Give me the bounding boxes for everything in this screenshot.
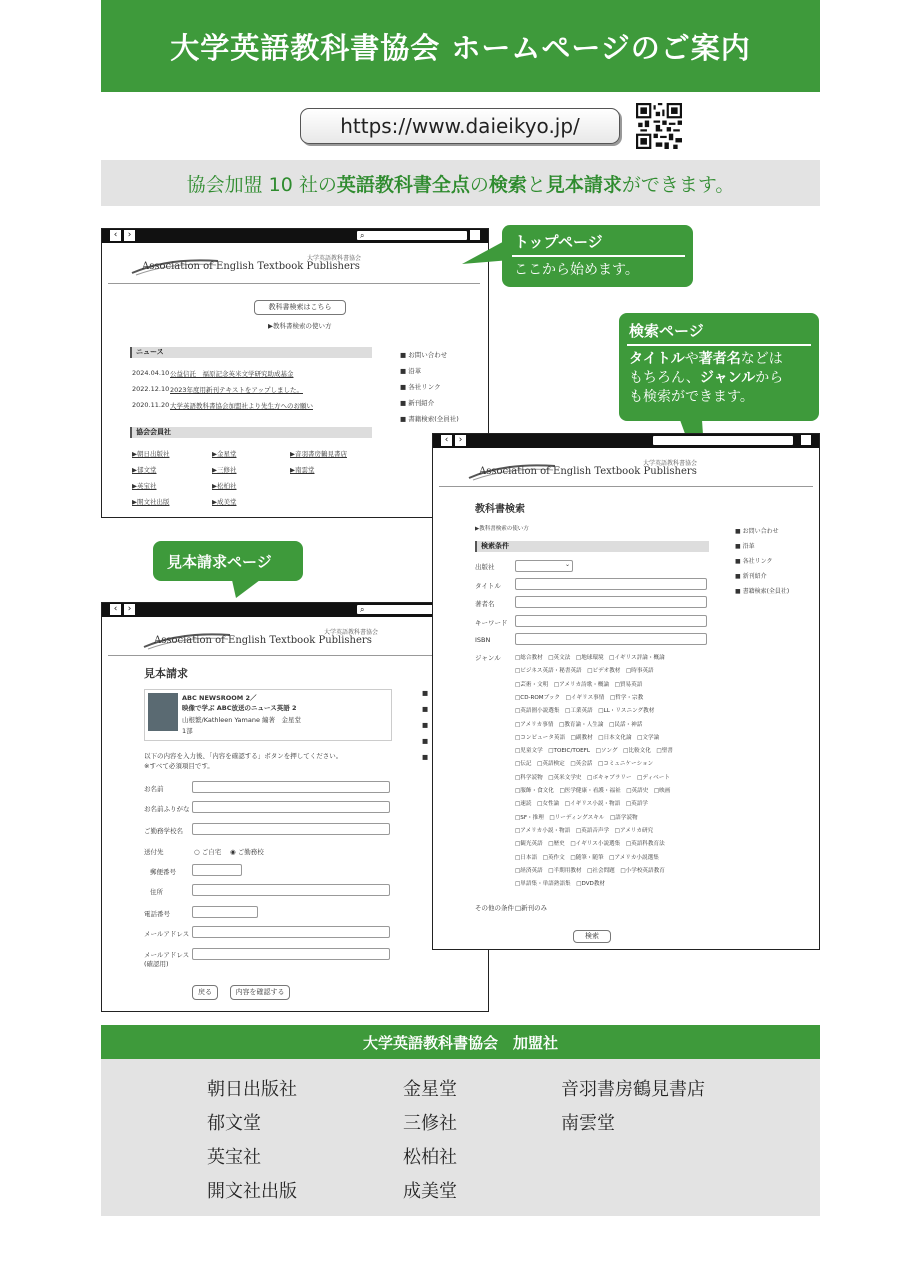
member-name: 音羽書房鶴見書店	[561, 1079, 705, 1100]
logo-subtitle: 大学英語教科書協会	[307, 255, 362, 262]
radio-home[interactable]: ○ ご自宅	[194, 848, 222, 856]
name-kana-field[interactable]	[192, 801, 390, 813]
form-label: 出版社	[475, 563, 495, 571]
genre-checkbox-row[interactable]: □芸術・文明 □アメリカ詩歌・概論 □貿易英語	[515, 681, 643, 688]
qr-code-icon	[636, 103, 682, 149]
school-field[interactable]	[192, 823, 390, 835]
keyword-field[interactable]	[515, 615, 707, 627]
howto-link[interactable]: ▶教科書検索の使い方	[475, 526, 529, 532]
name-field[interactable]	[192, 781, 390, 793]
callout-text: ここから始めます。	[514, 262, 639, 278]
isbn-field[interactable]	[515, 633, 707, 645]
search-button[interactable]: 検索	[573, 930, 611, 943]
news-heading: ニュース	[130, 347, 372, 358]
news-date: 2022.12.10	[132, 385, 170, 393]
banner-text: の	[469, 173, 489, 196]
genre-checkbox-row[interactable]: □経済英語 □半期用教材 □社会問題 □小学校英語教育	[515, 867, 665, 874]
member-name: 朝日出版社	[207, 1079, 297, 1100]
title-field[interactable]	[515, 578, 707, 590]
callout-divider	[512, 255, 685, 257]
new-only-checkbox[interactable]: □新刊のみ	[515, 904, 548, 912]
sidebar-item[interactable]: ■ 書籍検索(全員社)	[400, 415, 459, 423]
sidebar-item[interactable]: ■ 沿革	[400, 367, 422, 375]
form-label: 郵便番号	[150, 868, 176, 876]
member-link[interactable]: ▶音羽書房鶴見書店	[290, 450, 347, 458]
confirm-button[interactable]: 内容を確認する	[230, 985, 290, 1000]
sidebar-item[interactable]: ■ 新刊紹介	[400, 399, 435, 407]
chevron-right-icon[interactable]: ›	[455, 435, 466, 446]
genre-checkbox-row[interactable]: □日本語 □英作文 □随筆・随筆 □アメリカ小説選集	[515, 854, 659, 861]
callout-text	[629, 369, 783, 388]
genre-checkbox-row[interactable]: □児童文学 □TOEIC/TOEFL □ソング □比較文化 □聖書	[515, 748, 673, 755]
callout-emphasis: 著者名	[698, 351, 741, 367]
form-instruction: 以下の内容を入力後、「内容を確認する」ボタンを押してください。	[144, 752, 343, 760]
banner-text: と	[526, 173, 546, 196]
member-name: 南雲堂	[561, 1113, 615, 1134]
member-name: 郁文堂	[207, 1113, 261, 1134]
form-label: ジャンル	[475, 654, 501, 662]
genre-checkbox-row[interactable]: □CD-ROMブック □イギリス事情 □哲学・宗教	[515, 694, 644, 701]
member-link[interactable]: ▶南雲堂	[290, 466, 315, 474]
sample-page-callout	[153, 541, 303, 581]
chevron-right-icon[interactable]: ›	[124, 230, 135, 241]
form-instruction: ※すべて必須項目です。	[144, 762, 214, 770]
conditions-heading: 検索条件	[475, 541, 709, 552]
logo-subtitle: 大学英語教科書協会	[324, 629, 379, 636]
callout-emphasis: タイトル	[629, 351, 685, 367]
sidebar-item[interactable]: ■	[422, 721, 429, 729]
callout-title: トップページ	[514, 233, 603, 251]
member-link[interactable]: ▶松柏社	[212, 482, 237, 490]
callout-text-part: から	[755, 370, 784, 386]
divider	[108, 283, 480, 284]
banner-emphasis: 検索	[488, 173, 527, 196]
form-label: ご勤務学校名	[144, 827, 183, 835]
genre-checkbox-row[interactable]: □アメリカ小説・物語 □英語音声学 □アメリカ研究	[515, 827, 654, 834]
members-bar	[101, 1025, 820, 1059]
callout-title: 見本請求ページ	[167, 553, 272, 571]
member-name: 英宝社	[207, 1147, 261, 1168]
book-cover	[148, 693, 178, 731]
banner-text: 協会加盟 10 社の	[186, 173, 337, 196]
phone-field[interactable]	[192, 906, 258, 918]
member-link[interactable]: ▶開文社出版	[132, 498, 170, 506]
genre-checkbox-row[interactable]: □速読 □女性論 □イギリス小説・物語 □英語学	[515, 801, 648, 808]
chevron-right-icon[interactable]: ›	[124, 604, 135, 615]
callout-emphasis: ジャンル	[699, 370, 756, 386]
news-link[interactable]: 大学英語教科書協会加盟社より先生方へのお願い	[170, 402, 313, 410]
genre-checkbox-row[interactable]: □伝記 □英語検定 □英会話 □コミュニケーション	[515, 761, 654, 768]
sidebar-item[interactable]: ■ 沿革	[735, 543, 755, 550]
sample-page-title: 見本請求	[144, 667, 188, 680]
member-link[interactable]: ▶朝日出版社	[132, 450, 170, 458]
form-label: (確認用)	[144, 960, 169, 968]
genre-checkbox-row[interactable]: □科学読物 □英米文学史 □ボキャブラリー □ディベート	[515, 774, 670, 781]
member-link[interactable]: ▶三修社	[212, 466, 237, 474]
member-name: 松柏社	[403, 1147, 457, 1168]
genre-checkbox-row[interactable]: □単語集・単語熟語集 □DVD教材	[515, 881, 606, 888]
form-label: タイトル	[475, 582, 501, 590]
sample-request-window	[101, 602, 489, 1012]
genre-checkbox-row[interactable]: □コンピュータ英語 □副教材 □日本文化論 □文学論	[515, 734, 660, 741]
member-name: 成美堂	[403, 1181, 457, 1202]
window-icon[interactable]	[801, 435, 811, 445]
radio-school[interactable]: ◉ ご勤務校	[230, 848, 264, 856]
callout-text-part: などは	[740, 351, 783, 367]
form-label: キーワード	[475, 619, 508, 627]
sidebar-item[interactable]: ■ 新刊紹介	[735, 573, 767, 580]
member-link[interactable]: ▶金星堂	[212, 450, 237, 458]
form-label: その他の条件	[475, 904, 514, 912]
search-page-window	[432, 433, 820, 950]
callout-text	[629, 350, 783, 369]
author-field[interactable]	[515, 596, 707, 608]
genre-checkbox-row[interactable]: □観光英語 □歴史 □イギリス小説選集 □英語科教育法	[515, 841, 665, 848]
news-link[interactable]: 公益信託 福原記念英米文学研究助成基金	[170, 370, 294, 378]
search-input[interactable]	[357, 231, 467, 240]
members-title: 大学英語教科書協会 加盟社	[362, 1033, 558, 1052]
genre-checkbox-row[interactable]: □服飾・食文化 □医学健康・看護・福祉 □英語史 □映画	[515, 788, 671, 794]
form-label: 送付先	[144, 848, 164, 856]
form-label: メールアドレス	[144, 930, 190, 938]
search-icon[interactable]: ⌕	[360, 231, 365, 240]
logo-subtitle: 大学英語教科書協会	[643, 460, 698, 467]
divider	[439, 486, 813, 487]
callout-text-part: もちろん、	[629, 370, 700, 386]
textbook-search-button[interactable]: 教科書検索はこちら	[254, 300, 346, 315]
search-icon[interactable]: ⌕	[360, 605, 365, 614]
address-field[interactable]	[192, 884, 390, 896]
form-label: ISBN	[475, 636, 491, 644]
callout-text: も検索ができます。	[629, 389, 754, 405]
news-link[interactable]: 2023年度用新刊テキストをアップしました。	[170, 386, 303, 394]
book-title: ABC NEWSROOM 2／	[182, 694, 257, 702]
form-label: メールアドレス	[144, 951, 190, 959]
book-authors: 山根繁/Kathleen Yamane 編著 金星堂	[182, 716, 302, 724]
divider	[108, 655, 486, 656]
callout-text-part: や	[684, 351, 699, 367]
browser-bar	[102, 229, 488, 243]
chevron-left-icon[interactable]: ‹	[110, 230, 121, 241]
book-title: 映像で学ぶ ABC放送のニュース英語 2	[182, 704, 297, 712]
back-button[interactable]: 戻る	[192, 985, 218, 1000]
genre-checkbox-row[interactable]: □SF・推理 □リーディングスキル □語学読物	[515, 814, 638, 821]
top-page-callout	[502, 225, 693, 287]
form-label: 住所	[150, 888, 163, 896]
howto-link[interactable]: ▶教科書検索の使い方	[268, 322, 332, 330]
form-label: 電話番号	[144, 910, 170, 918]
member-name: 三修社	[403, 1113, 457, 1134]
sidebar-item[interactable]: ■	[422, 689, 429, 697]
site-logo[interactable]: Association of English Textbook Publishers	[479, 466, 697, 477]
browser-bar	[433, 434, 819, 448]
sidebar-item[interactable]: ■ お問い合わせ	[735, 528, 779, 535]
search-page-callout	[619, 313, 819, 421]
book-quantity: 1部	[182, 727, 193, 735]
email-confirm-field[interactable]	[192, 948, 390, 960]
site-logo[interactable]: Association of English Textbook Publishers	[154, 635, 372, 646]
site-logo[interactable]: Association of English Textbook Publishers	[142, 261, 360, 272]
member-name: 開文社出版	[207, 1181, 297, 1202]
page-title-text: 大学英語教科書協会 ホームページのご案内	[170, 30, 751, 65]
top-page-window	[101, 228, 489, 518]
form-label: お名前ふりがな	[144, 805, 190, 813]
member-name: 金星堂	[403, 1079, 457, 1100]
chevron-left-icon[interactable]: ‹	[441, 435, 452, 446]
banner-text: ができます。	[621, 173, 735, 196]
sidebar-item[interactable]: ■ 各社リンク	[400, 383, 441, 391]
form-label: 著者名	[475, 600, 495, 608]
sidebar-item[interactable]: ■ 各社リンク	[735, 558, 773, 565]
postal-code-field[interactable]	[192, 864, 242, 876]
callout-pointer	[232, 580, 262, 600]
email-field[interactable]	[192, 926, 390, 938]
banner-emphasis: 見本請求	[545, 173, 622, 196]
browser-bar	[102, 603, 488, 617]
url-bar[interactable]	[300, 108, 620, 144]
sidebar-item[interactable]: ■	[422, 705, 429, 713]
members-list	[101, 1059, 820, 1216]
members-heading: 協会会員社	[130, 427, 372, 438]
genre-checkbox-row[interactable]: □アメリカ事情 □教育論・人生論 □民話・神話	[515, 721, 643, 728]
chevron-left-icon[interactable]: ‹	[110, 604, 121, 615]
genre-checkbox-row[interactable]: □英語圏小説選集 □工業英語 □LL・リスニング教材	[515, 708, 655, 715]
sidebar-item[interactable]: ■	[422, 737, 429, 745]
search-input[interactable]	[653, 436, 793, 445]
page-title	[101, 0, 820, 92]
sidebar-item[interactable]: ■	[422, 753, 429, 761]
genre-checkbox-row[interactable]: □ビジネス英語・秘書英語 □ビデオ教材 □時事英語	[515, 668, 654, 675]
news-date: 2020.11.20	[132, 401, 170, 409]
callout-title: 検索ページ	[629, 322, 704, 340]
member-link[interactable]: ▶成美堂	[212, 498, 237, 506]
search-page-title: 教科書検索	[475, 504, 525, 515]
feature-banner	[101, 160, 820, 206]
sidebar-item[interactable]: ■ 書籍検索(全員社)	[735, 588, 790, 595]
banner-emphasis: 英語教科書全点	[336, 173, 470, 196]
form-label: お名前	[144, 785, 164, 793]
member-link[interactable]: ▶英宝社	[132, 482, 157, 490]
member-link[interactable]: ▶郁文堂	[132, 466, 157, 474]
news-date: 2024.04.10	[132, 369, 170, 377]
chevron-down-icon[interactable]: ⌄	[565, 561, 571, 568]
genre-checkbox-row[interactable]: □総合教材 □英文法 □地球環境 □イギリス評論・概論	[515, 655, 665, 661]
url-text: https://www.daieikyo.jp/	[340, 114, 580, 138]
sidebar-item[interactable]: ■ お問い合わせ	[400, 351, 448, 359]
callout-divider	[627, 344, 811, 346]
